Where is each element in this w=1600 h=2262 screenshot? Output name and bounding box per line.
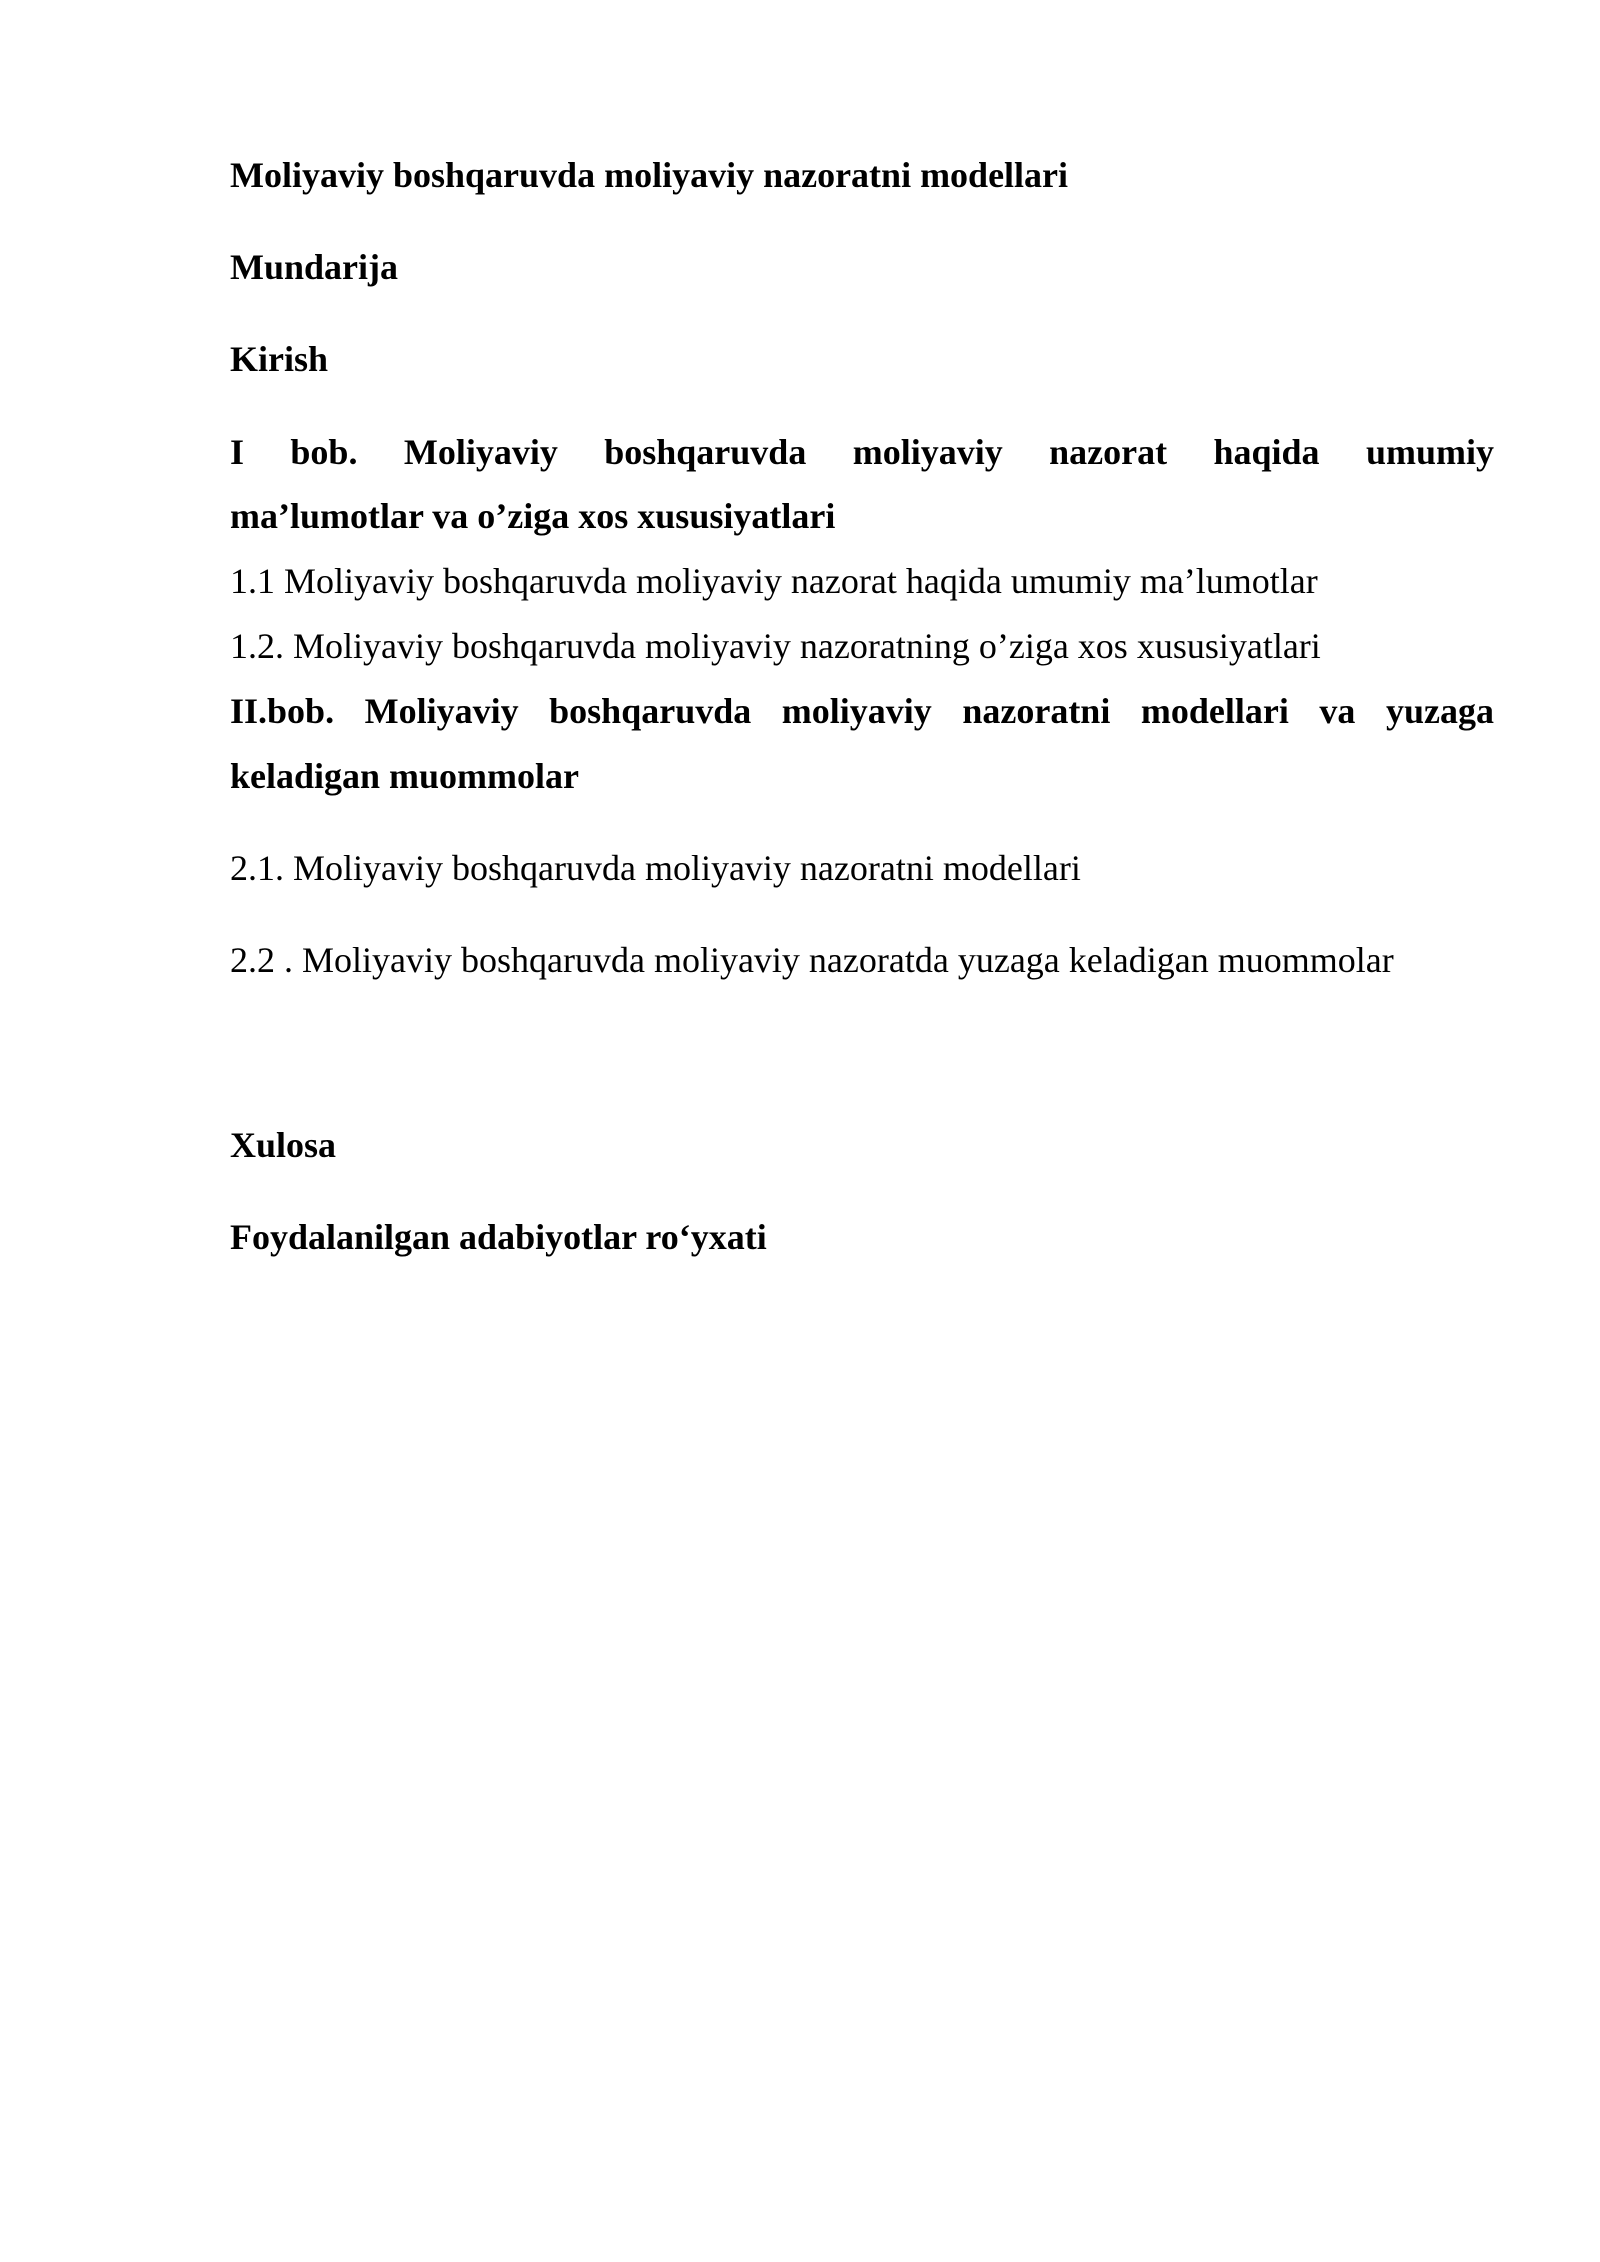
toc-item-references: Foydalanilgan adabiyotlar ro‘yxati (230, 1217, 767, 1257)
heading-word: umumiy (1365, 432, 1494, 472)
heading-word: moliyaviy (781, 691, 932, 731)
heading-word: nazorat (1049, 432, 1168, 472)
toc-section-1-1: 1.1 Moliyaviy boshqaruvda moliyaviy nazorat haqida umumiy ma’lumotlar (230, 561, 1318, 601)
heading-word: Moliyaviy (364, 691, 519, 731)
heading-word: yuzaga (1385, 691, 1494, 731)
toc-chapter2-heading-line2: keladigan muommolar (230, 756, 580, 796)
toc-chapter1-heading-line2: ma’lumotlar va o’ziga xos xususiyatlari (230, 496, 836, 536)
heading-word: haqida (1213, 432, 1320, 472)
heading-word: moliyaviy (852, 432, 1003, 472)
contents-heading: Mundarija (230, 247, 399, 287)
toc-chapter1-heading-line1 (230, 420, 1494, 484)
toc-section-2-1: 2.1. Moliyaviy boshqaruvda moliyaviy nazoratni modellari (230, 848, 1081, 888)
heading-word: Moliyaviy (403, 432, 558, 472)
heading-word: I (230, 432, 245, 472)
toc-item-conclusion: Xulosa (230, 1125, 337, 1165)
heading-word: II.bob. (230, 691, 335, 731)
heading-word: boshqaruvda (604, 432, 807, 472)
heading-word: boshqaruvda (549, 691, 752, 731)
heading-word: bob. (290, 432, 358, 472)
heading-word: nazoratni (962, 691, 1111, 731)
heading-word: modellari (1140, 691, 1289, 731)
toc-section-1-2: 1.2. Moliyaviy boshqaruvda moliyaviy nazoratning o’ziga xos xususiyatlari (230, 626, 1321, 666)
toc-chapter2-heading-line1 (230, 679, 1494, 743)
toc-section-2-2: 2.2 . Moliyaviy boshqaruvda moliyaviy nazoratda yuzaga keladigan muommolar (230, 940, 1394, 980)
heading-word: va (1319, 691, 1356, 731)
document-title: Moliyaviy boshqaruvda moliyaviy nazoratni modellari (230, 155, 1069, 195)
toc-item-intro: Kirish (230, 339, 329, 379)
